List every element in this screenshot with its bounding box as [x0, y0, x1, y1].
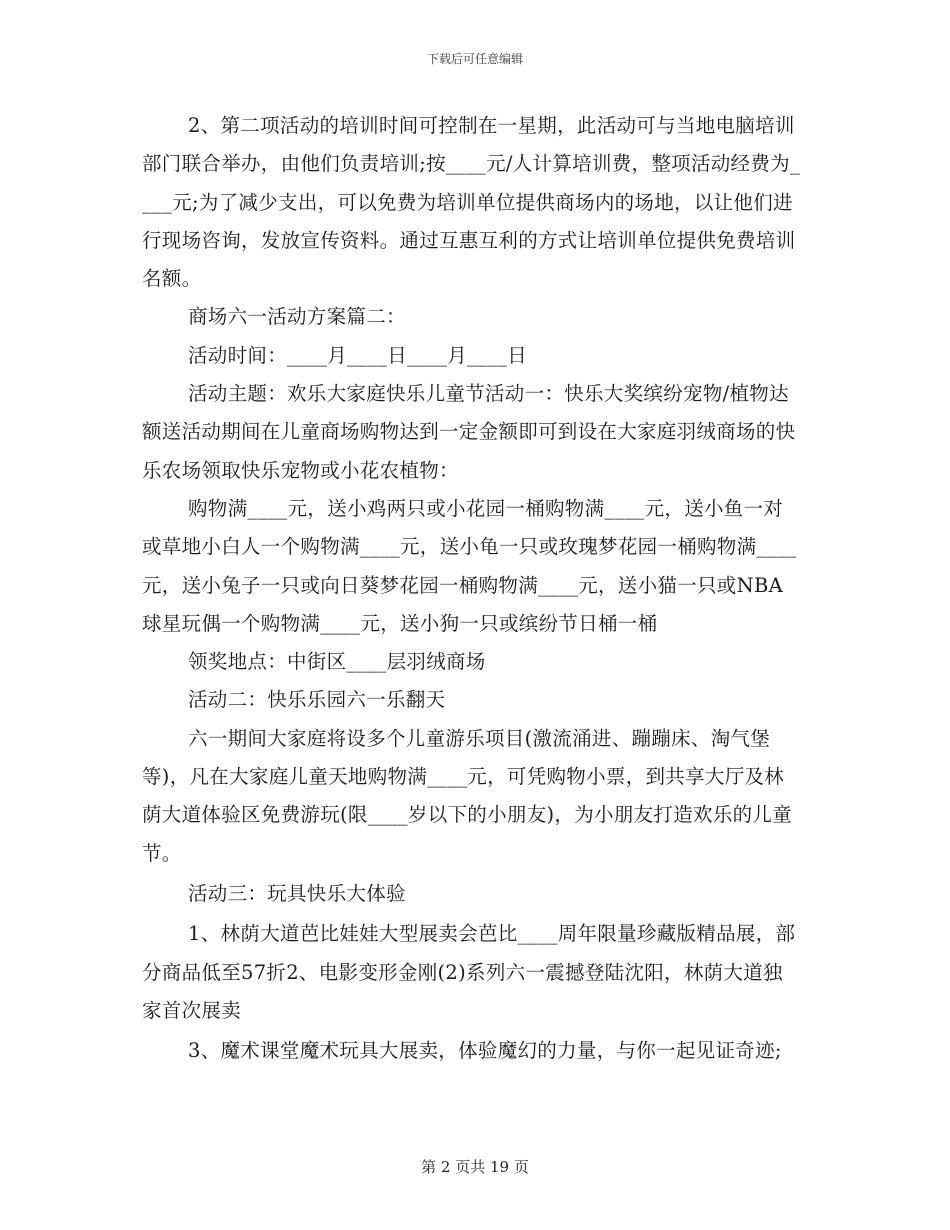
page-header-note: 下载后可任意编辑	[426, 52, 523, 66]
paragraph-barbie-exhibition: 1、林荫大道芭比娃娃大型展卖会芭比____周年限量珍藏版精品展，部分商品低至57折2、电影变形金刚(2)系列六一震撼登陆沈阳，林荫大道独家首次展卖	[142, 922, 796, 1022]
paragraph-amusement: 六一期间大家庭将设多个儿童游乐项目(激流涌进、蹦蹦床、淘气堡等)，凡在大家庭儿童天地购物满____元，可凭购物小票，到共享大厅及林荫大道体验区免费游玩(限____岁以下的小朋友)，为小朋友打造欢乐的儿童节。	[142, 726, 793, 865]
paragraph-activity-theme: 活动主题：欢乐大家庭快乐儿童节活动一：快乐大奖缤纷宠物/植物达额送活动期间在儿童商场购物达到一定金额即可到设在大家庭羽绒商场的快乐农场领取快乐宠物或小花农植物：	[142, 382, 796, 482]
paragraph-purchase-rewards: 购物满____元，送小鸡两只或小花园一桶购物满____元，送小鱼一对或草地小白人一个购物满____元，送小龟一只或玫瑰梦花园一桶购物满____元，送小兔子一只或向日葵梦花园一桶购物满____元，送小猫一只或NBA球星玩偶一个购物满____元，送小狗一只或缤纷节日桶一桶	[142, 496, 797, 635]
page-footer-number: 第 2 页共 19 页	[421, 1158, 529, 1176]
document-body	[142, 107, 802, 1070]
heading-activity-three: 活动三：玩具快乐大体验	[188, 881, 406, 905]
heading-activity-two: 活动二：快乐乐园六一乐翻天	[188, 688, 446, 712]
section-heading-plan-two: 商场六一活动方案篇二：	[188, 305, 406, 329]
paragraph-magic-class: 3、魔术课堂魔术玩具大展卖，体验魔幻的力量，与你一起见证奇迹;	[188, 1039, 782, 1063]
paragraph-activity-time: 活动时间：____月____日____月____日	[188, 343, 527, 367]
paragraph-prize-location: 领奖地点：中街区____层羽绒商场	[188, 650, 486, 674]
paragraph-training: 2、第二项活动的培训时间可控制在一星期，此活动可与当地电脑培训部门联合举办，由他们负责培训;按____元/人计算培训费，整项活动经费为____元;为了减少支出，可以免费为培训单位提供商场内的场地，以让他们进行现场咨询，发放宣传资料。通过互惠互利的方式让培训单位提供免费培训名额。	[142, 114, 800, 291]
